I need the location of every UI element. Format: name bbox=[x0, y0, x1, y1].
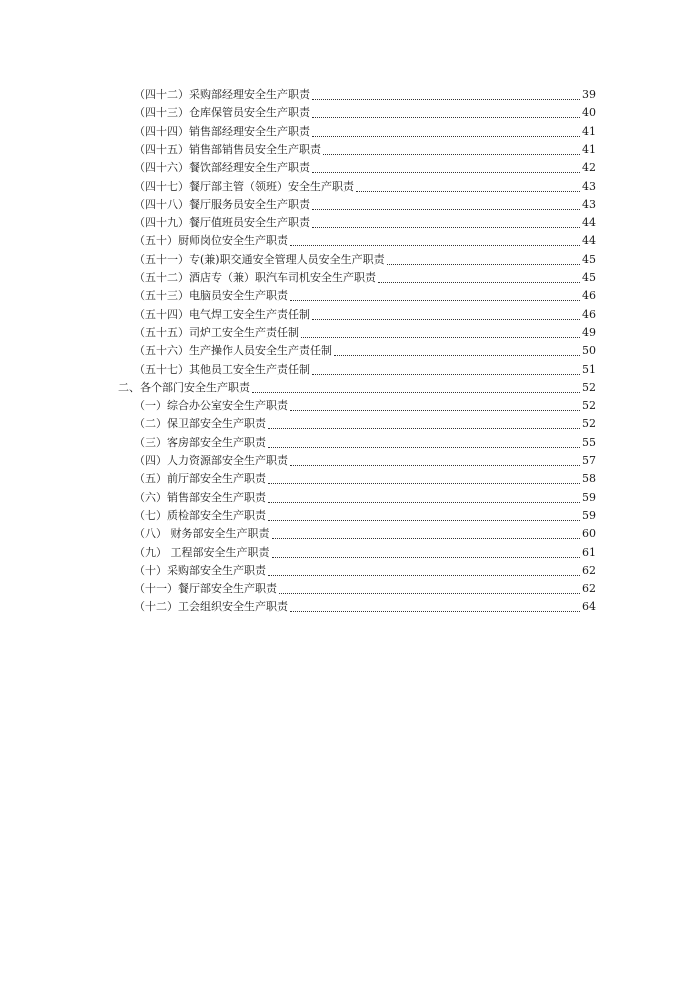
toc-dot-leader bbox=[312, 226, 580, 228]
toc-page-number: 51 bbox=[582, 362, 596, 376]
toc-entry[interactable] bbox=[134, 342, 596, 360]
toc-dot-leader bbox=[323, 153, 580, 155]
toc-entry-title: （七）质检部安全生产职责 bbox=[134, 508, 266, 522]
toc-page-number: 59 bbox=[582, 490, 596, 504]
toc-entry-title: （十一）餐厅部安全生产职责 bbox=[134, 582, 277, 596]
toc-entry[interactable] bbox=[134, 525, 596, 543]
toc-entry[interactable] bbox=[134, 86, 596, 104]
toc-page-number: 62 bbox=[582, 563, 596, 577]
toc-page-number: 41 bbox=[582, 142, 596, 156]
toc-entry[interactable] bbox=[134, 580, 596, 598]
toc-entry-title: （五十四）电气焊工安全生产责任制 bbox=[134, 307, 310, 321]
toc-entry-title: （五十一）专(兼)职交通安全管理人员安全生产职责 bbox=[134, 252, 385, 266]
toc-dot-leader bbox=[268, 446, 580, 448]
toc-entry-title: （四十四）销售部经理安全生产职责 bbox=[134, 124, 310, 138]
toc-entry[interactable] bbox=[134, 361, 596, 379]
toc-entry[interactable] bbox=[134, 178, 596, 196]
toc-page-number: 39 bbox=[582, 88, 596, 101]
toc-dot-leader bbox=[268, 482, 580, 484]
toc-entry-title: （五十）厨师岗位安全生产职责 bbox=[134, 234, 288, 248]
toc-dot-leader bbox=[312, 135, 580, 137]
toc-entry[interactable] bbox=[134, 562, 596, 580]
toc-page-number: 49 bbox=[582, 325, 596, 339]
toc-page-number: 52 bbox=[582, 399, 596, 413]
toc-entry[interactable] bbox=[134, 214, 596, 232]
toc-dot-leader bbox=[312, 98, 580, 100]
toc-entry-title: （四十三）仓库保管员安全生产职责 bbox=[134, 106, 310, 120]
toc-dot-leader bbox=[268, 519, 580, 521]
toc-entry[interactable] bbox=[134, 306, 596, 324]
toc-entry-title: 二、各个部门安全生产职责 bbox=[118, 380, 250, 394]
toc-dot-leader bbox=[290, 610, 580, 612]
toc-dot-leader bbox=[290, 464, 580, 466]
toc-entry-title: （十）采购部安全生产职责 bbox=[134, 563, 266, 577]
toc-entry[interactable] bbox=[134, 269, 596, 287]
toc-dot-leader bbox=[312, 373, 580, 375]
toc-page-number: 42 bbox=[582, 161, 596, 175]
toc-dot-leader bbox=[334, 354, 580, 356]
toc-dot-leader bbox=[290, 299, 580, 301]
toc-entry[interactable] bbox=[134, 196, 596, 214]
toc-section-heading[interactable] bbox=[118, 379, 596, 397]
toc-entry[interactable] bbox=[134, 452, 596, 470]
toc-entry-title: （一）综合办公室安全生产职责 bbox=[134, 399, 288, 413]
toc-page-number: 43 bbox=[582, 197, 596, 211]
toc-page-number: 41 bbox=[582, 124, 596, 138]
toc-entry[interactable] bbox=[134, 251, 596, 269]
toc-entry-title: （五十七）其他员工安全生产责任制 bbox=[134, 362, 310, 376]
toc-entry[interactable] bbox=[134, 507, 596, 525]
toc-entry[interactable] bbox=[134, 415, 596, 433]
toc-page-number: 44 bbox=[582, 216, 596, 230]
toc-entry[interactable] bbox=[134, 470, 596, 488]
toc-entry[interactable] bbox=[134, 141, 596, 159]
toc-page-number: 46 bbox=[582, 307, 596, 321]
toc-entry[interactable] bbox=[134, 159, 596, 177]
toc-page-number: 46 bbox=[582, 289, 596, 303]
toc-entry[interactable] bbox=[134, 104, 596, 122]
toc-dot-leader bbox=[378, 281, 580, 283]
toc-entry-title: （五）前厅部安全生产职责 bbox=[134, 472, 266, 486]
toc-entry-title: （五十三）电脑员安全生产职责 bbox=[134, 289, 288, 303]
toc-dot-leader bbox=[387, 263, 580, 265]
toc-page-number: 52 bbox=[582, 417, 596, 431]
toc-page-number: 59 bbox=[582, 508, 596, 522]
toc-entry[interactable] bbox=[134, 489, 596, 507]
toc-page-number: 64 bbox=[582, 600, 596, 614]
toc-entry-title: （五十二）酒店专（兼）职汽车司机安全生产职责 bbox=[134, 271, 376, 284]
toc-entry[interactable] bbox=[134, 434, 596, 452]
toc-entry[interactable] bbox=[134, 232, 596, 250]
toc-page-number: 52 bbox=[582, 380, 596, 394]
toc-entry-title: （二）保卫部安全生产职责 bbox=[134, 417, 266, 431]
toc-entry-title: （四十七）餐厅部主管（领班）安全生产职责 bbox=[134, 179, 354, 193]
toc-entry-title: （三）客房部安全生产职责 bbox=[134, 435, 266, 449]
toc-entry-title: （五十五）司炉工安全生产责任制 bbox=[134, 325, 299, 339]
toc-dot-leader bbox=[272, 556, 581, 558]
toc-entry[interactable] bbox=[134, 324, 596, 342]
toc-dot-leader bbox=[268, 501, 580, 503]
toc-page-number: 44 bbox=[582, 234, 596, 248]
toc-entry-title: （九） 工程部安全生产职责 bbox=[134, 545, 270, 559]
toc-page-number: 61 bbox=[582, 545, 596, 559]
toc-dot-leader bbox=[290, 244, 580, 246]
toc-dot-leader bbox=[272, 537, 581, 539]
toc-entry-title: （四十九）餐厅值班员安全生产职责 bbox=[134, 216, 310, 230]
toc-page-number: 40 bbox=[582, 106, 596, 120]
toc-entry[interactable] bbox=[134, 123, 596, 141]
toc-page-number: 58 bbox=[582, 472, 596, 486]
toc-entry[interactable] bbox=[134, 598, 596, 616]
toc-dot-leader bbox=[356, 190, 580, 192]
toc-page-number: 60 bbox=[582, 527, 596, 541]
toc-dot-leader bbox=[268, 574, 580, 576]
toc-dot-leader bbox=[268, 427, 580, 429]
toc-page-number: 55 bbox=[582, 435, 596, 449]
toc-page-number: 45 bbox=[582, 252, 596, 266]
toc-entry-title: （十二）工会组织安全生产职责 bbox=[134, 600, 288, 614]
toc-entry[interactable] bbox=[134, 544, 596, 562]
toc-dot-leader bbox=[279, 592, 580, 594]
toc-dot-leader bbox=[301, 336, 580, 338]
toc-entry-title: （四）人力资源部安全生产职责 bbox=[134, 454, 288, 467]
toc-page-number: 43 bbox=[582, 179, 596, 193]
toc-page-number: 57 bbox=[582, 454, 596, 467]
toc-entry-title: （四十六）餐饮部经理安全生产职责 bbox=[134, 161, 310, 175]
toc-entry-title: （八） 财务部安全生产职责 bbox=[134, 527, 270, 541]
toc-entry-title: （四十五）销售部销售员安全生产职责 bbox=[134, 142, 321, 156]
toc-entry[interactable] bbox=[134, 287, 596, 305]
toc-dot-leader bbox=[312, 171, 580, 173]
toc-page-number: 50 bbox=[582, 344, 596, 358]
toc-entry-title: （四十八）餐厅服务员安全生产职责 bbox=[134, 197, 310, 211]
toc-dot-leader bbox=[290, 409, 580, 411]
toc-dot-leader bbox=[312, 208, 580, 210]
toc-dot-leader bbox=[252, 391, 580, 393]
toc-dot-leader bbox=[312, 116, 580, 118]
toc-entry[interactable] bbox=[134, 397, 596, 415]
toc-entry-title: （五十六）生产操作人员安全生产责任制 bbox=[134, 344, 332, 358]
toc-entry-title: （四十二）采购部经理安全生产职责 bbox=[134, 88, 310, 101]
toc-dot-leader bbox=[312, 318, 580, 320]
toc-entry-title: （六）销售部安全生产职责 bbox=[134, 490, 266, 504]
toc-page-number: 62 bbox=[582, 582, 596, 596]
toc-page-number: 45 bbox=[582, 271, 596, 284]
